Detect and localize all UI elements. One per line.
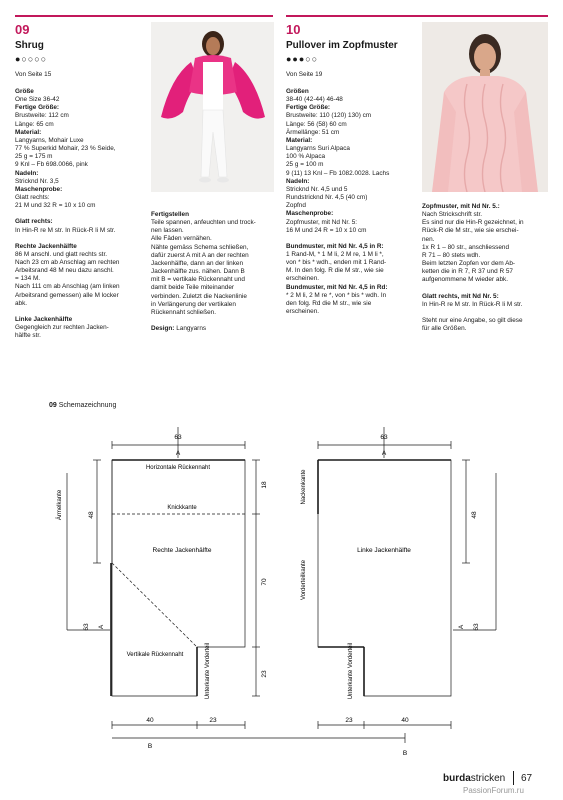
dim-label: B	[402, 750, 408, 757]
text-line: 1 Rand-M, * 1 M li, 2 M re, 1 M li *,	[286, 250, 384, 258]
spacer	[15, 308, 145, 316]
fold-label: Knickkante	[167, 505, 197, 511]
text-line: für alle Größen.	[422, 325, 467, 333]
page-reference: Von Seite 15	[15, 71, 52, 78]
text-line: Langyarns, Mohair Luxe	[15, 136, 84, 144]
text-line: In Hin-R re M str. In Rück-R li M str.	[422, 300, 523, 308]
left-text-column-1	[15, 88, 145, 340]
text-line: R 71 – 80 stets wdh.	[422, 251, 481, 259]
edge-label: Unterkante Vorderteil	[348, 642, 354, 700]
dim-label: 48	[88, 511, 95, 519]
text-line: 21 M und 32 R = 10 x 10 cm	[15, 202, 96, 210]
section-heading: Material:	[286, 136, 313, 144]
text-line: Langyarns Suri Alpaca	[286, 145, 350, 153]
spacer	[151, 317, 276, 325]
text-line: Steht nur eine Angabe, so gilt diese	[422, 316, 523, 324]
text-line: Alle Fäden vernähen.	[151, 235, 212, 243]
text-line: Rundstricknd Nr. 4,5 (40 cm)	[286, 194, 368, 202]
text-line: hälfte str.	[15, 332, 41, 340]
section-heading: Fertige Größe:	[286, 104, 331, 112]
text-line: 1x R 1 – 80 str., anschliessend	[422, 243, 510, 251]
brand-bold: burda	[443, 773, 471, 784]
text-line: mit B = vertikale Rückennaht und	[151, 276, 245, 284]
text-line: Stricknd Nr. 4,5 und 5	[286, 185, 348, 193]
edge-label: Unterkante Vorderteil	[205, 642, 211, 700]
section-heading: Maschenprobe:	[286, 210, 334, 218]
text-line: 100 % Alpaca	[286, 153, 326, 161]
dim-label: A	[175, 450, 181, 457]
piece-label: Linke Jackenhälfte	[357, 547, 411, 554]
text-line: abk.	[15, 299, 28, 307]
section-heading: Maschenprobe:	[15, 185, 63, 193]
section-heading: Material:	[15, 128, 42, 136]
dim-label: 40	[401, 717, 409, 724]
text-line: Gegengleich zur rechten Jacken-	[15, 324, 109, 332]
schema-diagram	[0, 415, 563, 760]
text-line: Nach 23 cm ab Anschlag am rechten	[15, 258, 120, 266]
top-rule-left	[15, 15, 273, 17]
section-heading: Linke Jackenhälfte	[15, 315, 73, 323]
text-line: Länge: 56 (58) 60 cm	[286, 120, 347, 128]
text-line: Nach Strickschrift str.	[422, 211, 483, 219]
dim-label: 18	[261, 481, 268, 489]
page-number: 67	[521, 773, 533, 784]
section-heading: Größen	[286, 88, 309, 95]
dim-label: A	[381, 450, 387, 457]
left-text-column-2	[151, 211, 276, 333]
edge-label: Vorderteilkante	[301, 559, 307, 601]
text-line: 9 Knl – Fb 698.0066, pink	[15, 161, 88, 169]
text-line: in Verlängerung der vertikalen	[151, 300, 236, 308]
text-line: Teile spannen, anfeuchten und trock-	[151, 219, 256, 227]
text-line: Zopfnd	[286, 202, 306, 210]
text-line: In Hin-R re M str. In Rück-R li M str.	[15, 226, 116, 234]
dim-label: 63	[83, 623, 90, 631]
pattern-number: 09	[15, 22, 30, 37]
text-line: = 134 M.	[15, 275, 41, 283]
seam-label: Vertikale Rückennaht	[126, 652, 184, 658]
section-heading: Glatt rechts, mit Nd Nr. 5:	[422, 292, 499, 300]
text-line: 77 % Superkid Mohair, 23 % Seide,	[15, 145, 116, 153]
text-line: Stricknd Nr. 3,5	[15, 177, 59, 185]
text-line: verbinden. Zuletzt die Nackenlinie	[151, 292, 247, 300]
spacer	[286, 235, 421, 243]
difficulty-rating: ●●●○○	[286, 54, 319, 64]
spacer	[15, 210, 145, 218]
text-line: Ärmellänge: 51 cm	[286, 128, 340, 136]
section-heading: Fertige Größe:	[15, 104, 60, 112]
section-heading: Glatt rechts:	[15, 218, 53, 226]
text-line: Brustweite: 110 (120) 130) cm	[286, 112, 372, 120]
text-line: 9 (11) 13 Knl – Fb 1082.0028. Lachs	[286, 169, 390, 177]
text-line: Länge: 65 cm	[15, 120, 54, 128]
text-line: den folg. Rd die M str., wie sie	[286, 299, 372, 307]
pattern-number: 10	[286, 22, 301, 37]
schema-number: 09	[49, 402, 57, 409]
section-heading: Design: Langyarns	[151, 325, 207, 333]
dim-label: 48	[471, 511, 478, 519]
footer-divider	[513, 771, 514, 785]
spacer	[15, 235, 145, 243]
shrug-photo	[151, 22, 274, 192]
right-text-column-2	[422, 203, 552, 333]
text-line: 25 g = 175 m	[15, 153, 53, 161]
edge-label: Nackenkante	[301, 469, 307, 505]
section-heading: Zopfmuster, mit Nd Nr. 5.:	[422, 203, 500, 210]
text-line: * 2 M li, 2 M re *, von * bis * wdh. In	[286, 291, 387, 299]
brand-rest: stricken	[470, 773, 506, 784]
dim-label: 63	[174, 434, 182, 441]
section-heading: Nadeln:	[286, 177, 310, 185]
text-line: 25 g = 100 m	[286, 161, 324, 169]
pullover-photo	[422, 22, 548, 192]
pattern-title: Shrug	[15, 40, 44, 51]
dim-label: A	[458, 624, 465, 630]
dim-label: 23	[261, 670, 268, 678]
text-line: M. In den folg. R die M str., wie sie	[286, 267, 384, 275]
section-heading: Rechte Jackenhälfte	[15, 242, 77, 250]
text-line: nen lassen.	[151, 227, 184, 235]
text-line: Es sind nur die Hin-R gezeichnet, in	[422, 219, 524, 227]
text-line: Jackenhälfte, dann an der linken	[151, 259, 244, 267]
footer-brand	[443, 773, 505, 784]
dim-label: 63	[380, 434, 388, 441]
difficulty-rating: ●○○○○	[15, 54, 48, 64]
watermark: PassionForum.ru	[463, 786, 524, 795]
text-line: nen.	[422, 235, 435, 243]
page-reference: Von Seite 19	[286, 71, 323, 78]
text-line: Rück-R die M str., wie sie erschei-	[422, 227, 519, 235]
section-heading: Bundmuster, mit Nd Nr. 4,5 in R:	[286, 242, 384, 250]
section-heading: Fertigstellen	[151, 211, 189, 218]
top-rule-right	[286, 15, 548, 17]
text-line: Jackenhälfte zus. nähen. Dann B	[151, 268, 245, 276]
schema-label	[49, 402, 116, 410]
dim-label: 63	[473, 623, 480, 631]
dim-label: A	[98, 624, 105, 630]
spacer	[422, 309, 552, 317]
text-line: Arbeitsrand gemessen) alle M locker	[15, 291, 119, 299]
text-line: Glatt rechts:	[15, 194, 50, 202]
schema-title: Schemazeichnung	[58, 402, 117, 409]
dim-label: 23	[345, 717, 353, 724]
text-line: Arbeitsrand 48 M neu dazu anschl.	[15, 267, 114, 275]
dim-label: B	[147, 743, 153, 750]
text-line: 38-40 (42-44) 46-48	[286, 96, 343, 104]
edge-label: Ärmelkante	[57, 489, 63, 521]
section-heading: Nadeln:	[15, 169, 39, 177]
text-line: Beim letzten Zopfen vor dem Ab-	[422, 260, 516, 268]
seam-label: Horizontale Rückennaht	[145, 465, 211, 471]
piece-label: Rechte Jackenhälfte	[152, 547, 212, 554]
text-line: erscheinen.	[286, 308, 320, 316]
text-line: Zopfmuster, mit Nd Nr. 5:	[286, 218, 358, 226]
section-heading: Bundmuster, mit Nd Nr. 4,5 in Rd:	[286, 283, 388, 291]
dim-label: 40	[146, 717, 154, 724]
text-line: Nähte gemäss Schema schließen,	[151, 243, 249, 251]
text-line: Nach 111 cm ab Anschlag (am linken	[15, 283, 120, 291]
text-line: One Size 36-42	[15, 96, 60, 104]
right-text-column-1	[286, 88, 421, 316]
text-line: von * bis * wdh., enden mit 1 Rand-	[286, 259, 387, 267]
text-line: Brustweite: 112 cm	[15, 112, 69, 120]
dim-label: 23	[209, 717, 217, 724]
pattern-title: Pullover im Zopfmuster	[286, 40, 398, 51]
text-line: ketten die in R 7, R 37 und R 57	[422, 268, 513, 276]
text-line: erscheinen.	[286, 275, 320, 283]
text-line: dafür zuerst A mit A an der rechten	[151, 251, 249, 259]
text-line: 86 M anschl. und glatt rechts str.	[15, 250, 107, 258]
text-line: damit beide Teile miteinander	[151, 284, 235, 292]
spacer	[422, 285, 552, 293]
dim-label: 70	[261, 578, 268, 586]
text-line: 16 M und 24 R = 10 x 10 cm	[286, 226, 367, 234]
text-line: aufgenommene M wieder abk.	[422, 276, 508, 284]
text-line: Rückennaht schließen.	[151, 308, 217, 316]
section-heading: Größe	[15, 88, 34, 95]
